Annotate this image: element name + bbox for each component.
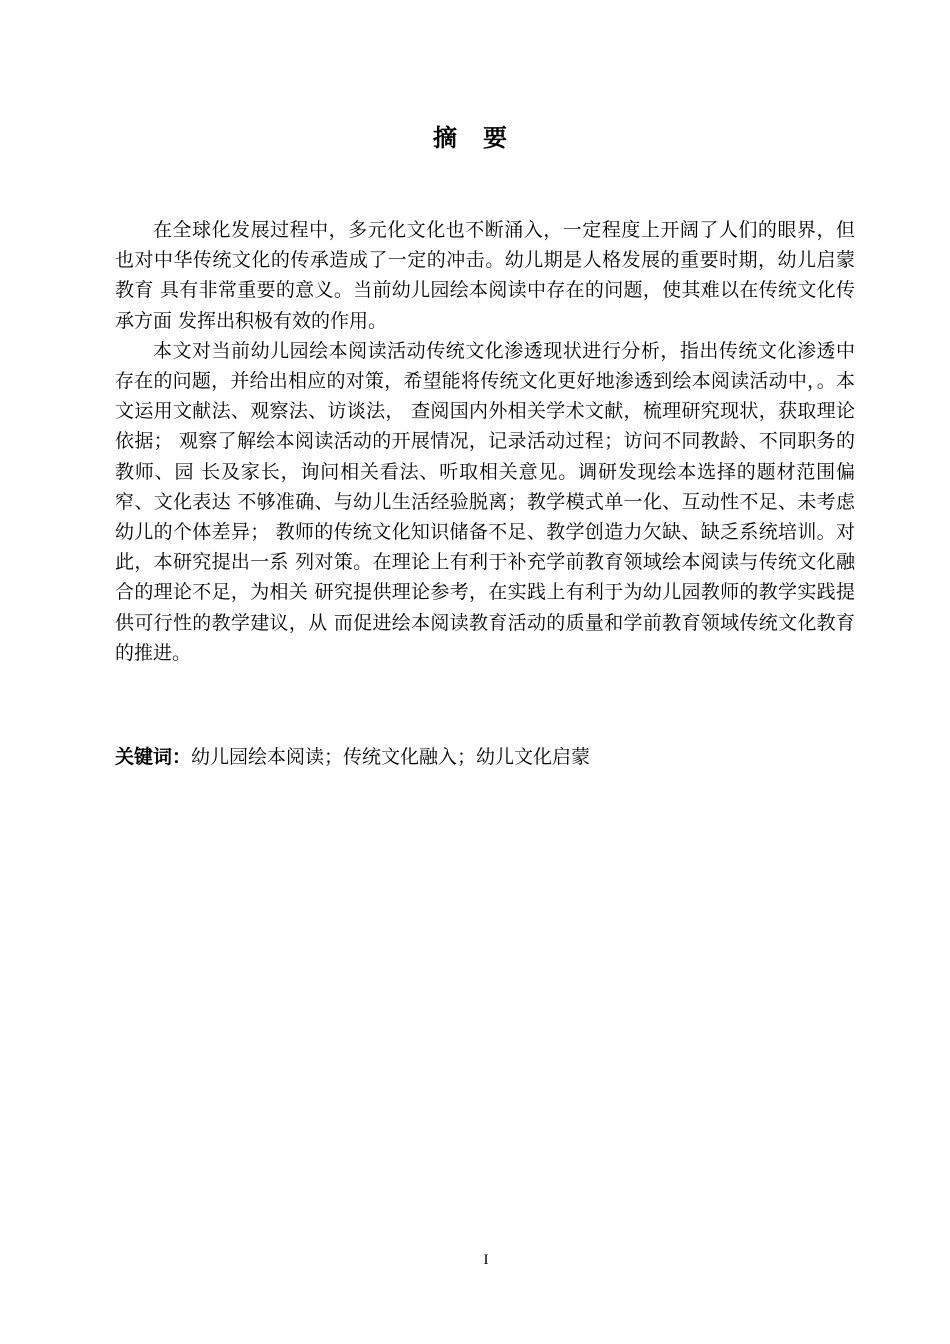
keywords-line xyxy=(115,742,855,772)
keywords-text: 幼儿园绘本阅读；传统文化融入；幼儿文化启蒙 xyxy=(191,746,591,768)
keywords-label: 关键词： xyxy=(115,746,192,768)
abstract-paragraph-1: 在全球化发展过程中，多元化文化也不断涌入，一定程度上开阔了人们的眼界，但也对中华传统文化的传承造成了一定的冲击。幼儿期是人格发展的重要时期，幼儿启蒙教育 具有非常重要的意义。当前幼儿园绘本阅读中存在的问题，使其难以在传统文化传承方面 发挥出积极有效的作用。 xyxy=(115,219,855,332)
abstract-body xyxy=(115,215,855,668)
abstract-paragraph-2: 本文对当前幼儿园绘本阅读活动传统文化渗透现状进行分析，指出传统文化渗透中存在的问题，并给出相应的对策，希望能将传统文化更好地渗透到绘本阅读活动中，。本文运用文献法、观察法、访谈法， 查阅国内外相关学术文献，梳理研究现状，获取理论依据； 观察了解绘本阅读活动的开展情况，记录活动过程；访问不同教龄、不同职务的教师、园 长及家长，询问相关看法、听取相关意见。调研发现绘本选择的题材范围偏窄、文化表达 不够准确、与幼儿生活经验脱离；教学模式单一化、互动性不足、未考虑幼儿的个体差异； 教师的传统文化知识储备不足、教学创造力欠缺、缺乏系统培训。对此，本研究提出一系 列对策。在理论上有利于补充学前教育领域绘本阅读与传统文化融合的理论不足，为相关 研究提供理论参考，在实践上有利于为幼儿园教师的教学实践提供可行性的教学建议，从 而促进绘本阅读教育活动的质量和学前教育领域传统文化教育的推进。 xyxy=(115,339,855,664)
page-number: I xyxy=(483,1252,489,1268)
page-title: 摘要 xyxy=(433,124,533,152)
